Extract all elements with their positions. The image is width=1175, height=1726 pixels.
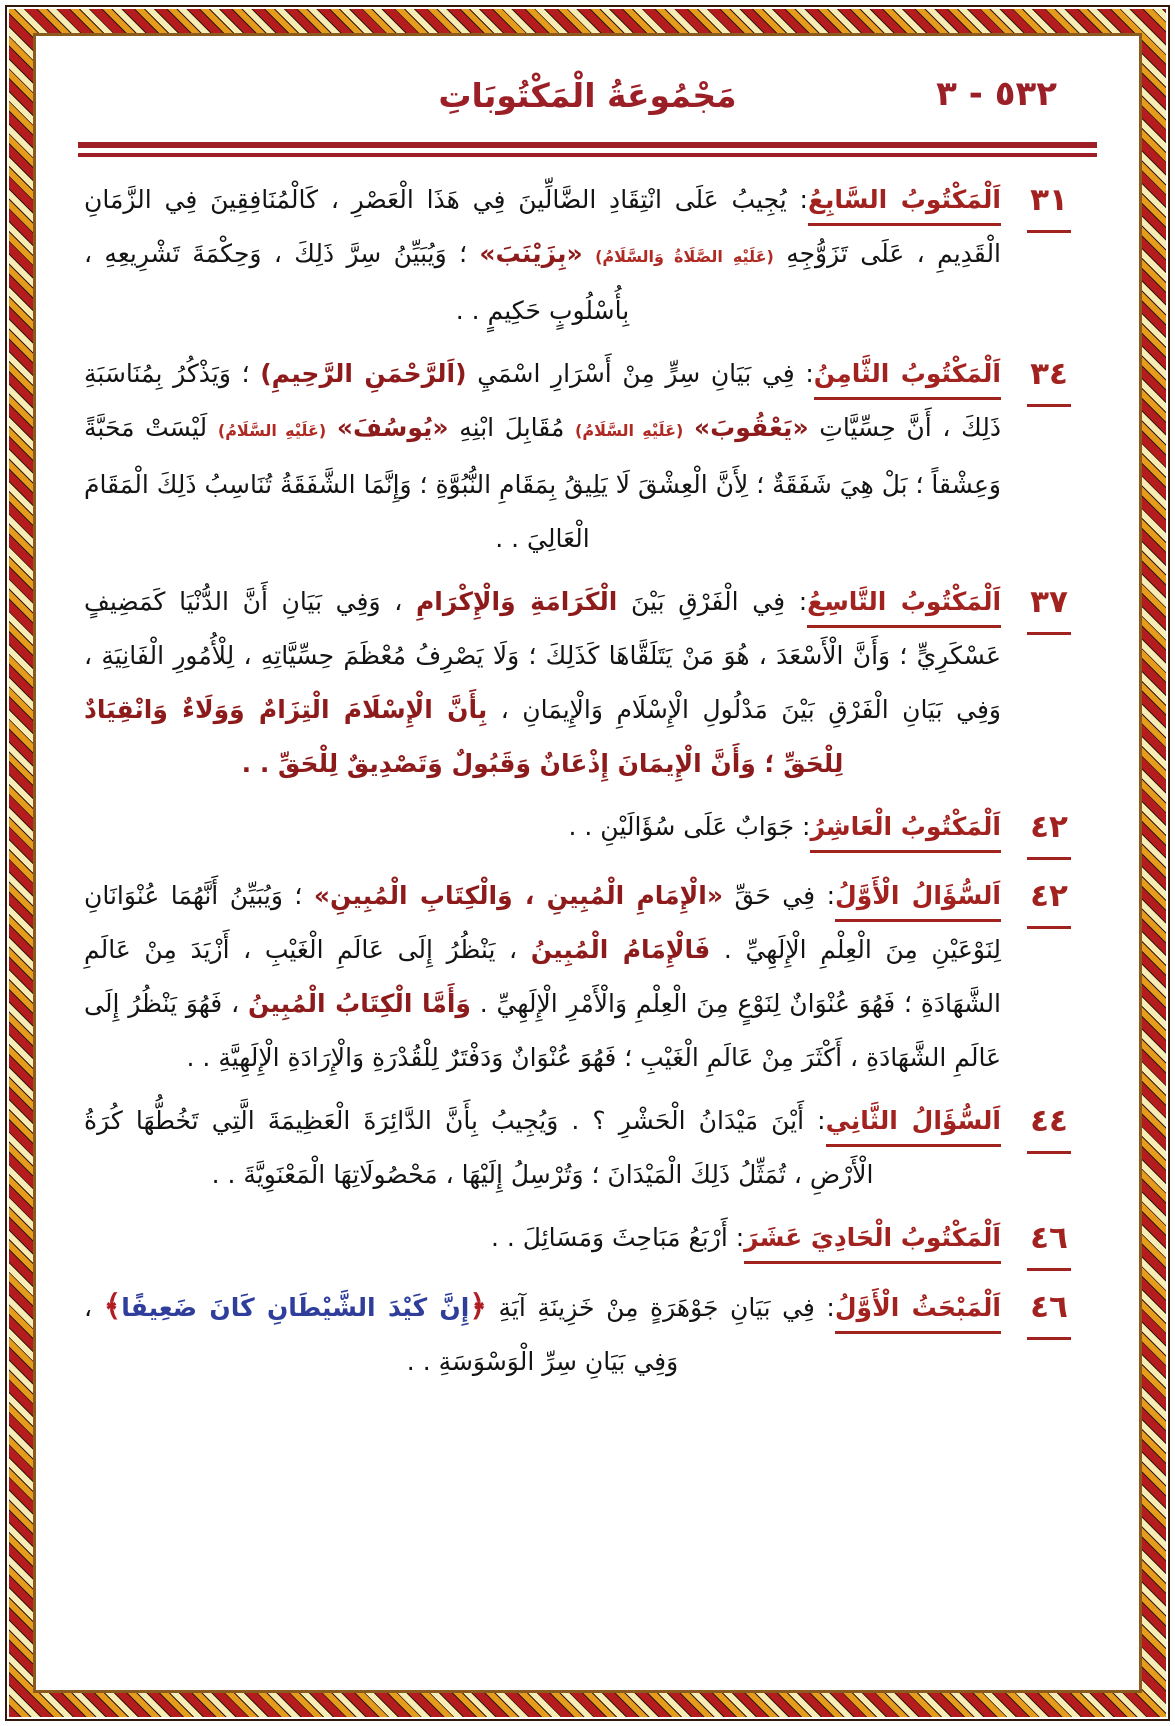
accent-segment: بِأَنَّ الْإِسْلَامَ الْتِزَامٌ وَوَلَاءٌ وَانْقِيَادٌ لِلْحَقِّ ؛ وَأَنَّ الْإِيمَانَ إِذْعَانٌ وَقَبُولٌ وَتَصْدِيقٌ لِلْحَقِّ . .: [84, 695, 844, 778]
entry-body: [78, 800, 1001, 860]
book-title: مَجْمُوعَةُ الْمَكْتُوبَاتِ: [438, 76, 737, 115]
text-segment: : فِي الْفَرْقِ بَيْنَ: [617, 587, 808, 616]
toc-entry: [78, 800, 1097, 860]
entry-number-text: ٣١: [1027, 178, 1071, 233]
toc-entry: [78, 1094, 1097, 1202]
accent-segment: «يَعْقُوبَ»: [694, 413, 809, 442]
entry-title: اَلْمَكْتُوبُ الْعَاشِرُ: [810, 812, 1001, 853]
page-header: [78, 66, 1097, 132]
content-area: [33, 33, 1142, 1693]
text-segment: مُقَابِلَ ابْنِهِ: [448, 413, 576, 442]
entry-title: اَلْمَكْتُوبُ السَّابِعُ: [808, 185, 1001, 226]
text-segment: : أَيْنَ مَيْدَانُ الْحَشْرِ ؟ . وَيُجِيبُ بِأَنَّ الدَّائِرَةَ الْعَظِيمَةَ الَّتِي تَخُطُّهَا كُرَةُ الْأَرْضِ ، تُمَثِّلُ ذَلِكَ الْمَيْدَانَ ؛ وَتُرْسِلُ إِلَيْهَا ، مَحْصُولَاتِهَا الْمَعْنَوِيَّةَ . .: [84, 1106, 874, 1189]
entry-number-text: ٣٧: [1027, 580, 1071, 635]
text-segment: : أَرْبَعُ مَبَاحِثَ وَمَسَائِلَ . .: [490, 1223, 745, 1252]
entry-body: [78, 1211, 1001, 1271]
entry-number-text: ٤٦: [1027, 1216, 1071, 1271]
entry-body: [78, 1280, 1001, 1389]
accent-segment: «الْإِمَامِ الْمُبِينِ ، وَالْكِتَابِ الْمُبِينِ»: [313, 881, 723, 910]
ornament-border-outer: [5, 5, 1170, 1721]
entry-title: اَلسُّؤَالُ الثَّانِي: [826, 1106, 1001, 1147]
entry-number-text: ٤٢: [1027, 805, 1071, 860]
text-segment: ، وَفِي بَيَانِ أَنَّ الدُّنْيَا كَمَضِيفٍ عَسْكَرِيٍّ ؛ وَأَنَّ الْأَسْعَدَ ، هُوَ مَنْ يَتَلَقَّاهَا كَذَلِكَ ؛ وَلَا يَصْرِفُ مُعْظَمَ حِسِّيَّاتِهِ ، لِلْأُمُورِ الْفَانِيَةِ ، وَفِي بَيَانِ الْفَرْقِ بَيْنَ مَدْلُولِ الْإِسْلَامِ وَالْإِيمَانِ ،: [84, 587, 1001, 724]
entry-number: [1001, 1280, 1097, 1389]
ornament-border-chain: [9, 9, 1166, 1717]
toc: [78, 173, 1097, 1389]
entry-number: [1001, 1211, 1097, 1271]
entry-body: [78, 1094, 1001, 1202]
entry-title: اَلْمَكْتُوبُ التَّاسِعُ: [807, 587, 1001, 628]
accent-segment: الْكَرَامَةِ وَالْإِكْرَامِ: [415, 587, 618, 616]
entry-number: [1001, 1094, 1097, 1202]
entry-body: [78, 347, 1001, 566]
text-segment: [326, 413, 337, 442]
entry-number-text: ٤٤: [1027, 1099, 1071, 1154]
text-segment: : فِي حَقِّ: [723, 881, 835, 910]
entry-body: [78, 575, 1001, 791]
quran-verse: إِنَّ كَيْدَ الشَّيْطَانِ كَانَ ضَعِيفًا: [121, 1293, 470, 1322]
text-segment: لَيْسَتْ مَحَبَّةً وَعِشْقاً ؛ بَلْ هِيَ شَفَقَةٌ ؛ لِأَنَّ الْعِشْقَ لَا يَلِيقُ بِمَقَامِ النُّبُوَّةِ ؛ وَإِنَّمَا الشَّفَقَةُ تُنَاسِبُ ذَلِكَ الْمَقَامَ الْعَالِيَ . .: [84, 413, 1001, 553]
text-segment: ؛ وَيُبَيِّنُ أَنَّهُمَا عُنْوَانَانِ لِنَوْعَيْنِ مِنَ الْعِلْمِ الْإِلَهِيِّ .: [84, 881, 1001, 964]
entry-number: [1001, 173, 1097, 338]
accent-segment: وَأَمَّا الْكِتَابُ الْمُبِينُ: [247, 989, 471, 1018]
entry-number: [1001, 869, 1097, 1085]
entry-body: [78, 173, 1001, 338]
entry-number-text: ٤٢: [1027, 874, 1071, 929]
text-segment: : جَوَابٌ عَلَى سُؤَالَيْنِ . .: [568, 812, 811, 841]
toc-entry: [78, 173, 1097, 338]
toc-entry: [78, 347, 1097, 566]
entry-number-text: ٣٤: [1027, 352, 1071, 407]
entry-body: [78, 869, 1001, 1085]
header-divider-rule: [78, 142, 1097, 157]
entry-number: [1001, 575, 1097, 791]
entry-number-text: ٤٦: [1027, 1285, 1071, 1340]
page-number: ٥٣٢ - ٣: [936, 74, 1057, 114]
text-segment: ؛ وَيَذْكُرُ بِمُنَاسَبَةِ ذَلِكَ ، أَنَّ حِسِّيَّاتِ: [84, 359, 1001, 442]
accent-segment: «بِزَيْنَبَ»: [479, 239, 583, 268]
accent-segment: «يُوسُفَ»: [336, 413, 449, 442]
toc-entry: [78, 1211, 1097, 1271]
text-segment: ؛ وَيُبَيِّنُ سِرَّ ذَلِكَ ، وَحِكْمَةَ تَشْرِيعِهِ ، بِأُسْلُوبٍ حَكِيمٍ . .: [84, 239, 630, 325]
honorific-segment: (عَلَيْهِ السَّلَامُ): [217, 421, 327, 440]
entry-title: اَلْمَكْتُوبُ الثَّامِنُ: [814, 359, 1001, 400]
honorific-segment: (عَلَيْهِ الصَّلَاةُ وَالسَّلَامُ): [595, 247, 774, 266]
toc-entry: [78, 1280, 1097, 1389]
text-segment: ، وَفِي بَيَانِ سِرِّ الْوَسْوَسَةِ . .: [84, 1293, 679, 1376]
text-segment: : فِي بَيَانِ سِرٍّ مِنْ أَسْرَارِ اسْمَيِ: [466, 359, 814, 388]
toc-entry: [78, 575, 1097, 791]
quran-bracket-icon: ﴿: [469, 1289, 487, 1324]
entry-title: اَلسُّؤَالُ الْأَوَّلُ: [835, 881, 1001, 922]
honorific-segment: (عَلَيْهِ السَّلَامُ): [575, 421, 684, 440]
text-segment: ، فَهُوَ يَنْظُرُ إِلَى عَالَمِ الشَّهَادَةِ ، أَكْثَرَ مِنْ عَالَمِ الْغَيْبِ ؛ فَهُوَ عُنْوَانٌ وَدَفْتَرٌ لِلْقُدْرَةِ وَالْإِرَادَةِ الْإِلَهِيَّةِ . .: [84, 989, 1001, 1072]
text-segment: [683, 413, 694, 442]
quran-bracket-icon: ﴾: [103, 1289, 122, 1324]
text-segment: : يُجِيبُ عَلَى انْتِقَادِ الضَّالِّينَ فِي هَذَا الْعَصْرِ ، كَالْمُنَافِقِينَ فِي الزَّمَانِ الْقَدِيمِ ، عَلَى تَزَوُّجِهِ: [84, 185, 1002, 268]
accent-segment: فَالْإِمَامُ الْمُبِينُ: [530, 935, 711, 964]
entry-number: [1001, 347, 1097, 566]
text-segment: ، يَنْظُرُ إِلَى عَالَمِ الْغَيْبِ ، أَزْيَدَ مِنْ عَالَمِ الشَّهَادَةِ ؛ فَهُوَ عُنْوَانٌ لِنَوْعٍ مِنَ الْعِلْمِ وَالْأَمْرِ الْإِلَهِيِّ .: [84, 935, 1002, 1018]
text-segment: : فِي بَيَانِ جَوْهَرَةٍ مِنْ خَزِينَةِ آيَةِ: [486, 1293, 835, 1322]
entry-number: [1001, 800, 1097, 860]
entry-title: اَلْمَكْتُوبُ الْحَادِيَ عَشَرَ: [744, 1223, 1001, 1264]
entry-title: اَلْمَبْحَثُ الْأَوَّلُ: [835, 1293, 1001, 1334]
text-segment: [583, 239, 595, 268]
toc-entry: [78, 869, 1097, 1085]
accent-segment: (اَلرَّحْمَنِ الرَّحِيمِ): [260, 359, 467, 388]
